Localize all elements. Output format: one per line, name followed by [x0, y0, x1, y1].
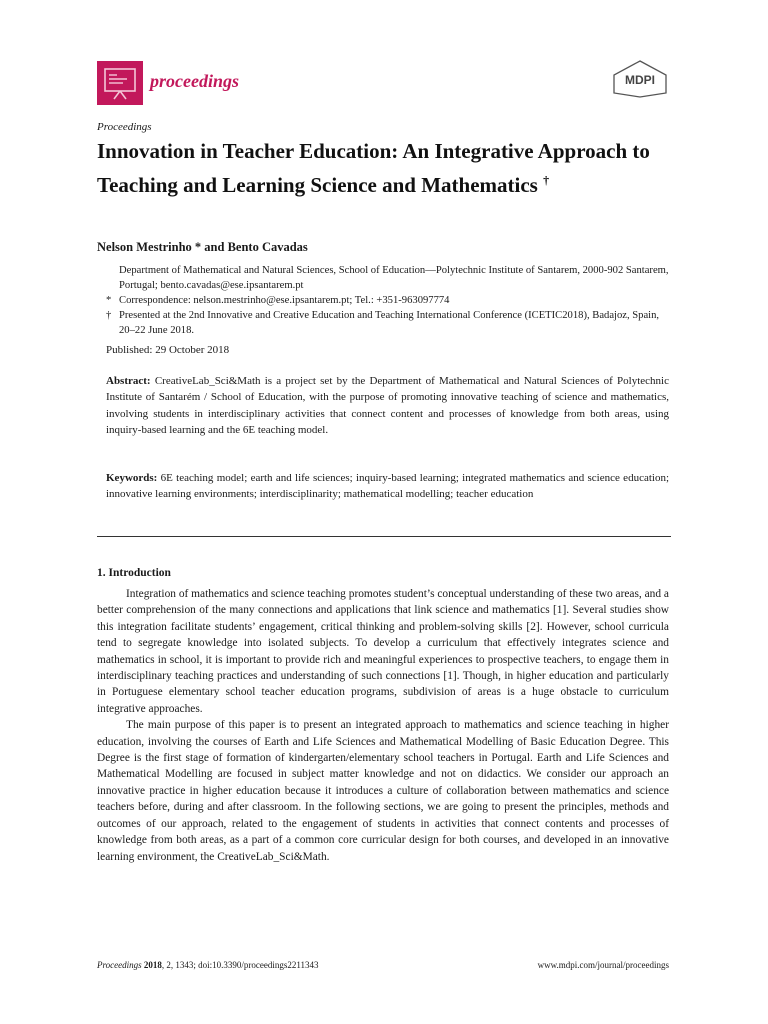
affiliations	[106, 263, 676, 338]
footer-citation-text: , 2, 1343; doi:10.3390/proceedings2211343	[161, 960, 319, 970]
keywords	[106, 470, 669, 503]
abstract-text: CreativeLab_Sci&Math is a project set by the Department of Mathematical and Natural Sciences of Polytechnic Institute of Santarém / School of Education, with the purpose of promoting innovative teaching of science and mathematics, involving students in interdisciplinary activities that connect content and processes of knowledge from both areas, using inquiry-based learning and the 6E teaching model.	[106, 375, 669, 436]
paper-title: Innovation in Teacher Education: An Integrative Approach to Teaching and Learning Science and Mathematics †	[97, 139, 650, 197]
section-body	[97, 586, 669, 865]
keywords-label: Keywords:	[106, 472, 158, 484]
title-footnote-mark: †	[543, 173, 550, 187]
affiliation-text: Department of Mathematical and Natural Sciences, School of Education—Polytechnic Institute of Santarem, 2000-902 Santarem, Portugal; bento.cavadas@ese.ipsantarem.pt	[119, 265, 669, 291]
affiliation-row	[106, 263, 676, 293]
journal-label: Proceedings	[97, 121, 152, 133]
published-date: Published: 29 October 2018	[106, 344, 230, 356]
mdpi-logo-icon	[610, 60, 670, 98]
affiliation-mark: †	[106, 310, 112, 321]
affiliation-mark	[106, 263, 119, 293]
keywords-text: 6E teaching model; earth and life sciences; inquiry-based learning; integrated mathematics and science education; innovative learning environments; interdisciplinarity; mathematical modelling; teacher education	[106, 472, 669, 501]
footer-year: 2018	[143, 960, 162, 970]
conference-note-text: Presented at the 2nd Innovative and Creative Education and Teaching International Conference (ICETIC2018), Badajoz, Spain, 20–22 June 2018.	[119, 310, 660, 336]
journal-name: proceedings	[150, 71, 239, 91]
abstract-label: Abstract:	[106, 375, 151, 387]
body-paragraph: The main purpose of this paper is to present an integrated approach to mathematics and science teaching in higher education, involving the courses of Earth and Life Sciences and Mathematical Modelling of Basic Education Degree. This Degree is the first stage of formation of kindergarten/elementary school teachers in Portugal. Earth and Life Sciences and Mathematical Modelling are focused in subject matter knowledge and not on didactics. We consider our approach an innovative practice in higher education because it introduces a culture of collaboration between mathematics and science teachers before, during and after classroom. In the following sections, we are going to present the principles, methods and outcomes of our approach, related to the engagement of students in activities that connect contents and processes of knowledge from both areas, as a part of a common core curricular design for both courses, and developed in an innovative learning environment, the CreativeLab_Sci&Math.	[97, 719, 669, 863]
footer-url[interactable]: www.mdpi.com/journal/proceedings	[537, 960, 669, 970]
section-heading: 1. Introduction	[97, 567, 171, 579]
footer-citation	[97, 960, 319, 970]
body-paragraph: Integration of mathematics and science teaching promotes student’s conceptual understanding of these two areas, and a better comprehension of the many connections and applications that link science and mathematics [1]. Several studies show this integration facilitate students’ engagement, critical thinking and problem-solving skills [2]. However, school curricula tend to segregate knowledge into isolated subjects. To develop a curriculum that effectively integrates science and mathematics in school, it is important to provide rich and meaningful experiences to prospective teachers, to engage them in interdisciplinary teaching practices and understanding of such connections [1]. Though, in higher education and particularly in Portuguese elementary school teacher education programs, subdivision of areas is a huge obstacle to curriculum integrative approaches.	[97, 588, 669, 715]
proceedings-logo-icon	[97, 61, 143, 105]
abstract	[106, 373, 669, 438]
correspondence-row	[106, 293, 676, 308]
correspondence-text: Correspondence: nelson.mestrinho@ese.ipsantarem.pt; Tel.: +351-963097774	[119, 295, 450, 306]
footer-journal: Proceedings	[97, 960, 142, 970]
publisher-name: MDPI	[625, 73, 655, 87]
section-divider	[97, 536, 671, 537]
affiliation-mark: *	[106, 295, 112, 306]
author-list: Nelson Mestrinho * and Bento Cavadas	[97, 240, 308, 254]
conference-note-row	[106, 308, 676, 338]
